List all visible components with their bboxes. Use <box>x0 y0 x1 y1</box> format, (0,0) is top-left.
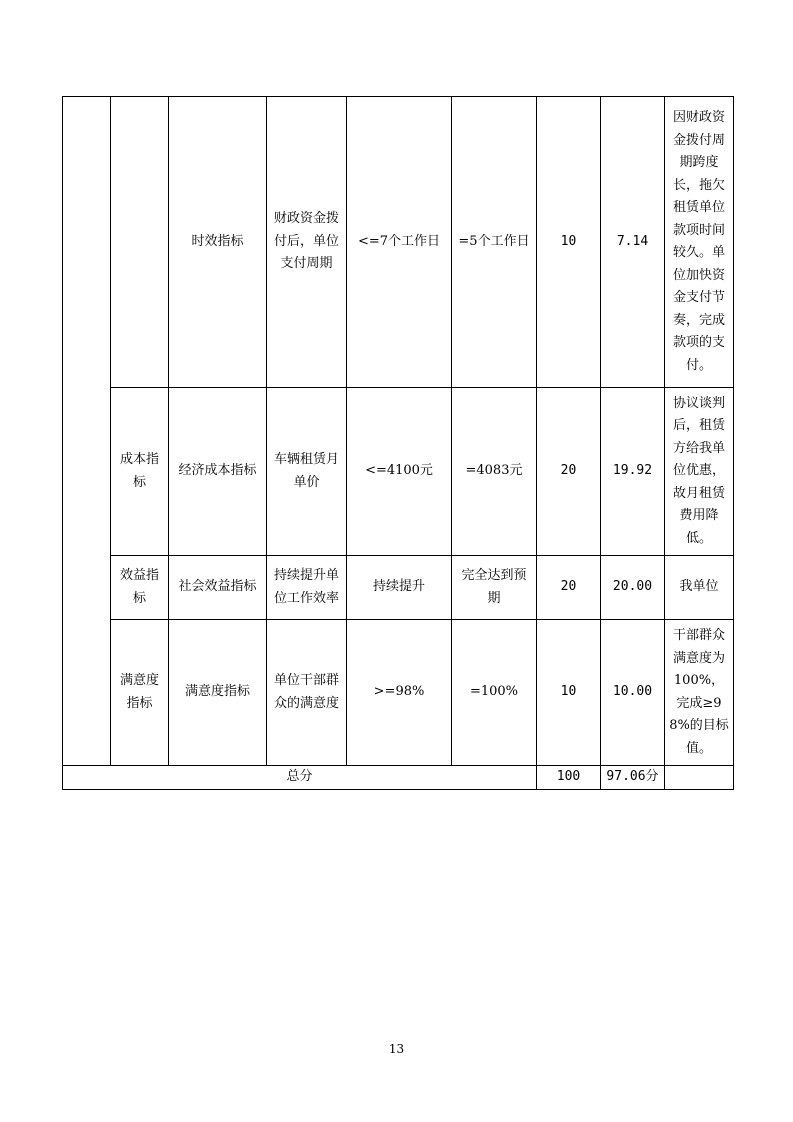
level2-cell <box>111 97 169 388</box>
table-row <box>63 556 734 620</box>
level3-cell: 时效指标 <box>169 97 267 388</box>
score-cell: 19.92 <box>601 388 665 556</box>
indicator-cell: 单位干部群众的满意度 <box>267 620 347 766</box>
remark-cell: 干部群众满意度为100%，完成≥98%的目标值。 <box>665 620 734 766</box>
table-row <box>63 97 734 388</box>
weight-cell: 20 <box>537 388 601 556</box>
table-row <box>63 388 734 556</box>
level3-cell: 社会效益指标 <box>169 556 267 620</box>
target-cell: <=4100元 <box>347 388 452 556</box>
indicator-cell: 财政资金拨付后，单位支付周期 <box>267 97 347 388</box>
table-row <box>63 620 734 766</box>
total-score: 97.06分 <box>601 766 665 790</box>
level2-cell: 满意度指标 <box>111 620 169 766</box>
weight-cell: 20 <box>537 556 601 620</box>
page-number: 13 <box>388 1042 405 1056</box>
target-cell: >=98% <box>347 620 452 766</box>
actual-cell: 完全达到预期 <box>452 556 537 620</box>
actual-cell: =5个工作日 <box>452 97 537 388</box>
level2-cell: 效益指标 <box>111 556 169 620</box>
total-remark <box>665 766 734 790</box>
total-weight: 100 <box>537 766 601 790</box>
performance-table <box>62 96 734 790</box>
level3-cell: 经济成本指标 <box>169 388 267 556</box>
indicator-cell: 车辆租赁月单价 <box>267 388 347 556</box>
remark-cell: 协议谈判后，租赁方给我单位优惠，故月租赁费用降低。 <box>665 388 734 556</box>
weight-cell: 10 <box>537 97 601 388</box>
target-cell: 持续提升 <box>347 556 452 620</box>
total-row <box>63 766 734 790</box>
remark-cell: 因财政资金拨付周期跨度长，拖欠租赁单位款项时间较久。单位加快资金支付节奏，完成款项的支付。 <box>665 97 734 388</box>
total-label: 总分 <box>63 766 537 790</box>
target-cell: <=7个工作日 <box>347 97 452 388</box>
score-cell: 20.00 <box>601 556 665 620</box>
score-cell: 10.00 <box>601 620 665 766</box>
indicator-cell: 持续提升单位工作效率 <box>267 556 347 620</box>
score-cell: 7.14 <box>601 97 665 388</box>
actual-cell: =100% <box>452 620 537 766</box>
level2-cell: 成本指标 <box>111 388 169 556</box>
level3-cell: 满意度指标 <box>169 620 267 766</box>
level1-cell <box>63 97 111 766</box>
remark-cell: 我单位 <box>665 556 734 620</box>
actual-cell: =4083元 <box>452 388 537 556</box>
weight-cell: 10 <box>537 620 601 766</box>
